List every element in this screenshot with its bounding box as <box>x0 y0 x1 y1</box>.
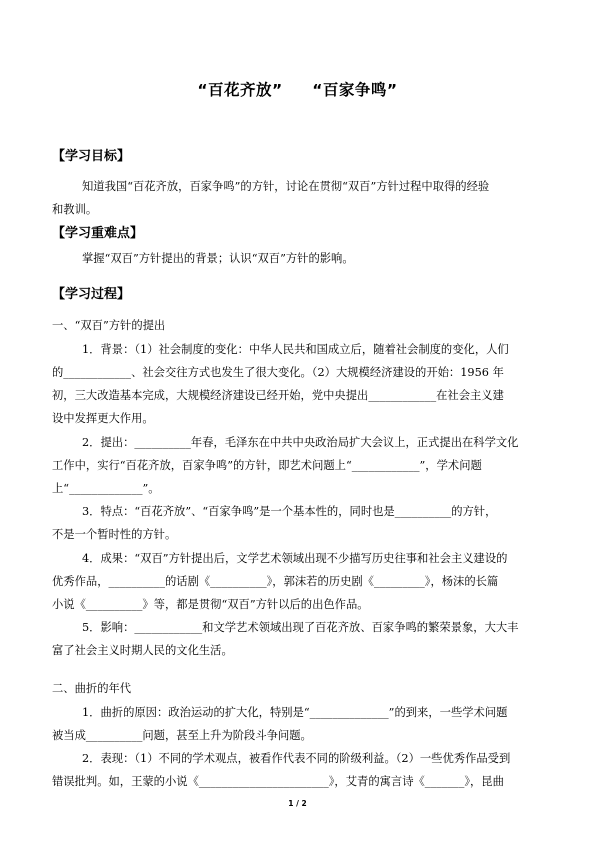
section-title: 二、曲折的年代 <box>52 682 132 695</box>
paragraph-line: 5．影响：____________和文学艺术领域出现了百花齐放、百家争鸣的繁荣景象，大大丰 <box>82 621 519 634</box>
paragraph-line: 上“_____________”。 <box>52 482 160 495</box>
paragraph-line: 不是一个暂时性的方针。 <box>52 528 177 541</box>
paragraph-line: 的____________、社会交往方式也发生了很大变化。（2）大规模经济建设的开始：1956 年 <box>52 366 504 379</box>
objectives-text: 和教训。 <box>52 203 98 216</box>
keypoints-heading: 【学习重难点】 <box>52 226 144 241</box>
paragraph-line: 工作中，实行“百花齐放，百家争鸣”的方针，即艺术问题上“____________”，学术问题 <box>52 459 482 472</box>
keypoints-text: 掌握“双百”方针提出的背景；认识“双百”方针的影响。 <box>82 252 354 265</box>
paragraph-line: 设中发挥更大作用。 <box>52 412 154 425</box>
paragraph-line: 2．提出：__________年春，毛泽东在中共中央政治局扩大会议上，正式提出在科学文化 <box>82 436 519 449</box>
process-heading: 【学习过程】 <box>52 287 131 302</box>
document-title: “百花齐放” “百家争鸣” <box>197 81 398 99</box>
paragraph-line: 初，三大改造基本完成，大规模经济建设已经开始，党中央提出____________在社会主义建 <box>52 389 504 402</box>
objectives-heading: 【学习目标】 <box>52 149 131 164</box>
section-title: 一、“双百”方针的提出 <box>52 319 166 332</box>
paragraph-line: 小说《__________》等，都是贯彻“双百”方针以后的出色作品。 <box>52 598 369 611</box>
paragraph-line: 2．表现：（1）不同的学术观点，被看作代表不同的阶级利益。（2）一些优秀作品受到 <box>82 752 511 765</box>
paragraph-line: 富了社会主义时期人民的文化生活。 <box>52 644 233 657</box>
paragraph-line: 被当成__________问题，甚至上升为阶段斗争问题。 <box>52 729 312 742</box>
paragraph-line: 1．曲折的原因：政治运动的扩大化，特别是“______________”的到来，一些学术问题 <box>82 706 508 719</box>
objectives-text: 知道我国“百花齐放，百家争鸣”的方针，讨论在贯彻“双百”方针过程中取得的经验 <box>82 180 490 193</box>
paragraph-line: 优秀作品，__________的话剧《__________》，郭沫若的历史剧《_________》，杨沫的长篇 <box>52 575 499 588</box>
paragraph-line: 4．成果：“双百”方针提出后，文学艺术领域出现不少描写历史往事和社会主义建设的 <box>82 552 508 565</box>
paragraph-line: 1．背景：（1）社会制度的变化：中华人民共和国成立后，随着社会制度的变化，人们 <box>82 343 509 356</box>
page-number: 1 / 2 <box>288 799 307 808</box>
paragraph-line: 错误批判。如，王蒙的小说《_______________________》，艾青的寓言诗《_______》，昆曲 <box>52 775 504 788</box>
paragraph-line: 3．特点：“百花齐放”、“百家争鸣”是一个基本性的，同时也是__________的方针， <box>82 505 497 518</box>
